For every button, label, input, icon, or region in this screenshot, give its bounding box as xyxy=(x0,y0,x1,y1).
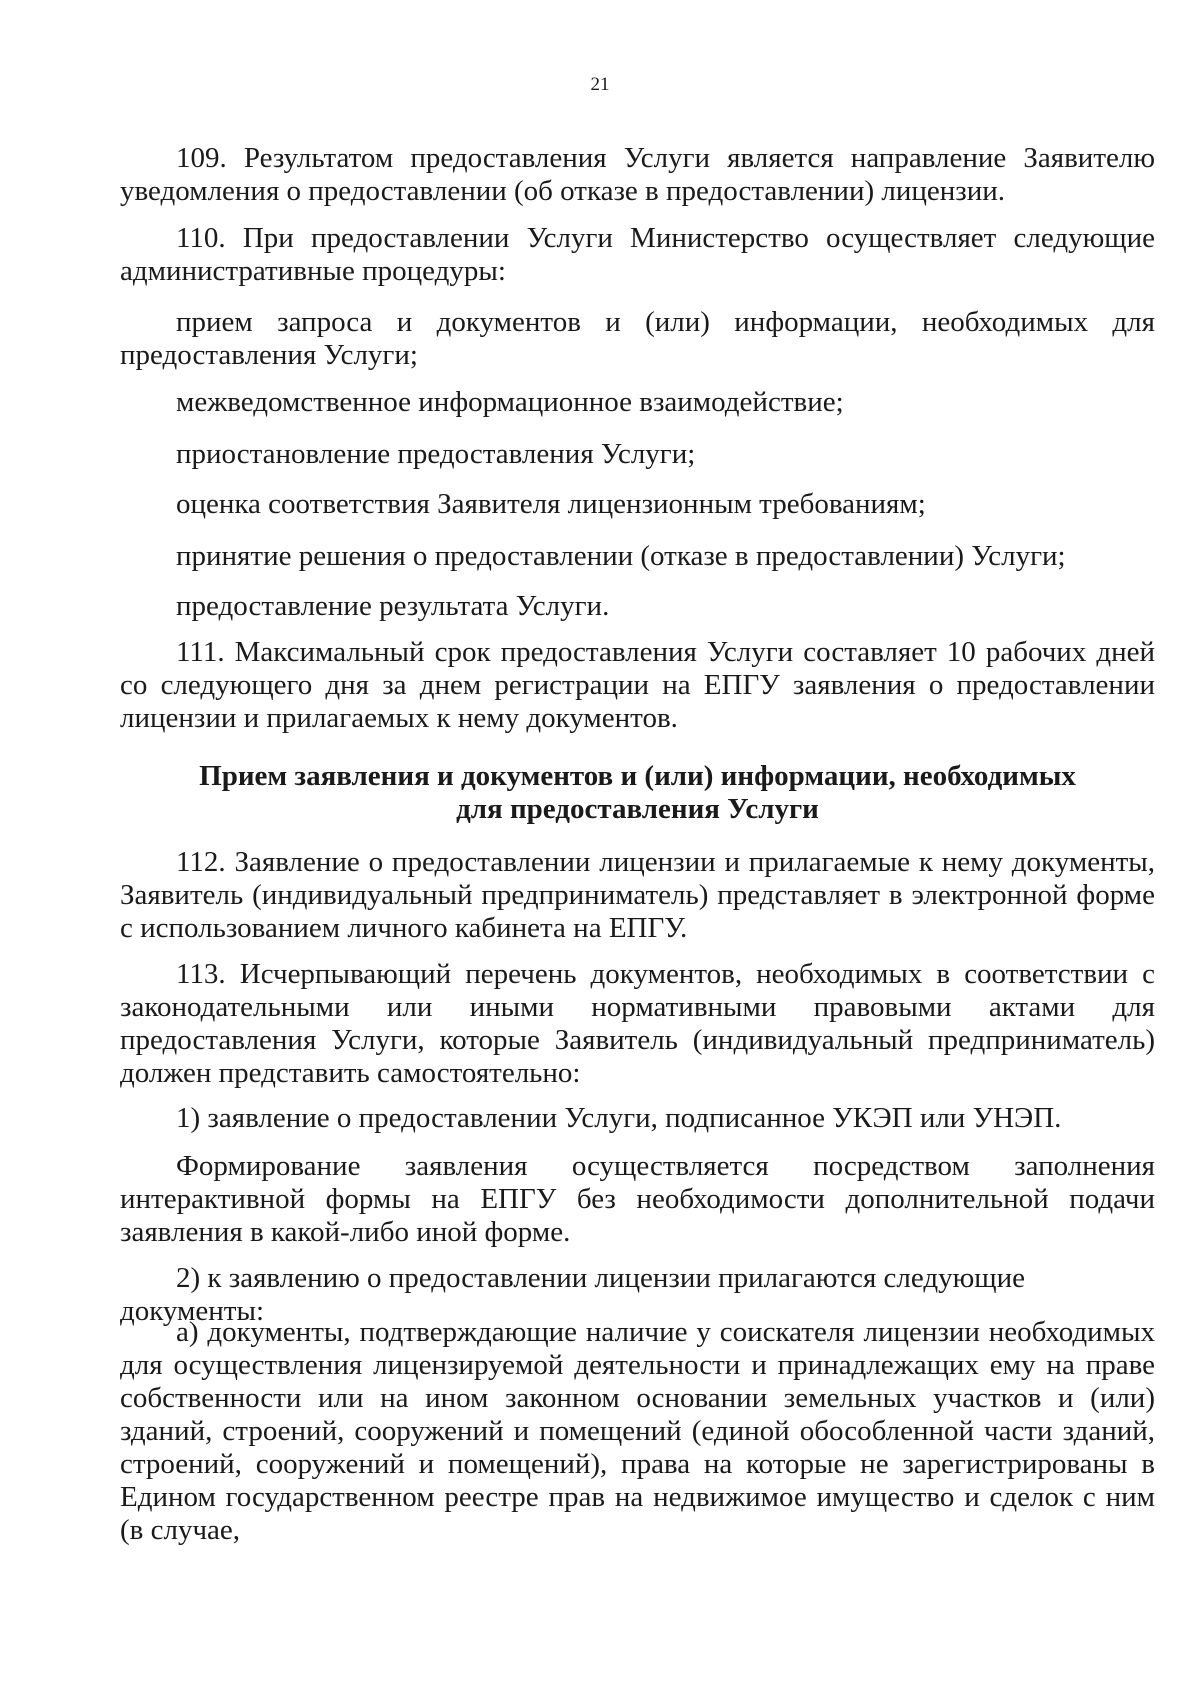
procedure-item-4: оценка соответствия Заявителя лицензионным требованиям; xyxy=(176,488,926,520)
paragraph-110: 110. При предоставлении Услуги Министерство осуществляет следующие административные процедуры: xyxy=(120,222,1155,287)
procedure-item-5: принятие решения о предоставлении (отказе в предоставлении) Услуги; xyxy=(176,540,1066,572)
page-number: 21 xyxy=(590,74,610,95)
paragraph-112: 112. Заявление о предоставлении лицензии и прилагаемые к нему документы, Заявитель (индивидуальный предприниматель) представляет в электронной форме с использованием личного кабинета на ЕПГУ. xyxy=(120,846,1155,944)
paragraph-111: 111. Максимальный срок предоставления Услуги составляет 10 рабочих дней со следующего дня за днем регистрации на ЕПГУ заявления о предоставлении лицензии и прилагаемых к нему документов. xyxy=(120,636,1155,734)
procedure-item-6: предоставление результата Услуги. xyxy=(176,590,610,622)
formation-paragraph: Формирование заявления осуществляется посредством заполнения интерактивной формы на ЕПГУ без необходимости дополнительной подачи заявления в какой-либо иной форме. xyxy=(120,1150,1155,1248)
procedure-item-1: прием запроса и документов и (или) информации, необходимых для предоставления Услуги; xyxy=(120,306,1155,371)
list-item-a: а) документы, подтверждающие наличие у соискателя лицензии необходимых для осуществления лицензируемой деятельности и принадлежащих ему на праве собственности или на ином законном основании земельных участков и (или) зданий, строений, сооружений и помещений (единой обособленной части зданий, строений, сооружений и помещений), права на которые не зарегистрированы в Едином государственном реестре прав на недвижимое имущество и сделок с ним (в случае, xyxy=(120,1316,1155,1546)
section-heading-line-2: для предоставления Услуги xyxy=(456,793,819,825)
section-heading xyxy=(120,760,1155,826)
paragraph-109: 109. Результатом предоставления Услуги является направление Заявителю уведомления о предоставлении (об отказе в предоставлении) лицензии. xyxy=(120,142,1155,207)
list-item-1: 1) заявление о предоставлении Услуги, подписанное УКЭП или УНЭП. xyxy=(176,1102,1062,1134)
list-item-2: 2) к заявлению о предоставлении лицензии прилагаются следующие документы: xyxy=(120,1262,1026,1327)
section-heading-line-1: Прием заявления и документов и (или) информации, необходимых xyxy=(199,760,1076,792)
paragraph-113: 113. Исчерпывающий перечень документов, необходимых в соответствии с законодательными или иными нормативными правовыми актами для предоставления Услуги, которые Заявитель (индивидуальный предприниматель) должен представить самостоятельно: xyxy=(120,958,1155,1089)
procedure-item-3: приостановление предоставления Услуги; xyxy=(176,438,696,470)
procedure-item-2: межведомственное информационное взаимодействие; xyxy=(176,386,844,418)
